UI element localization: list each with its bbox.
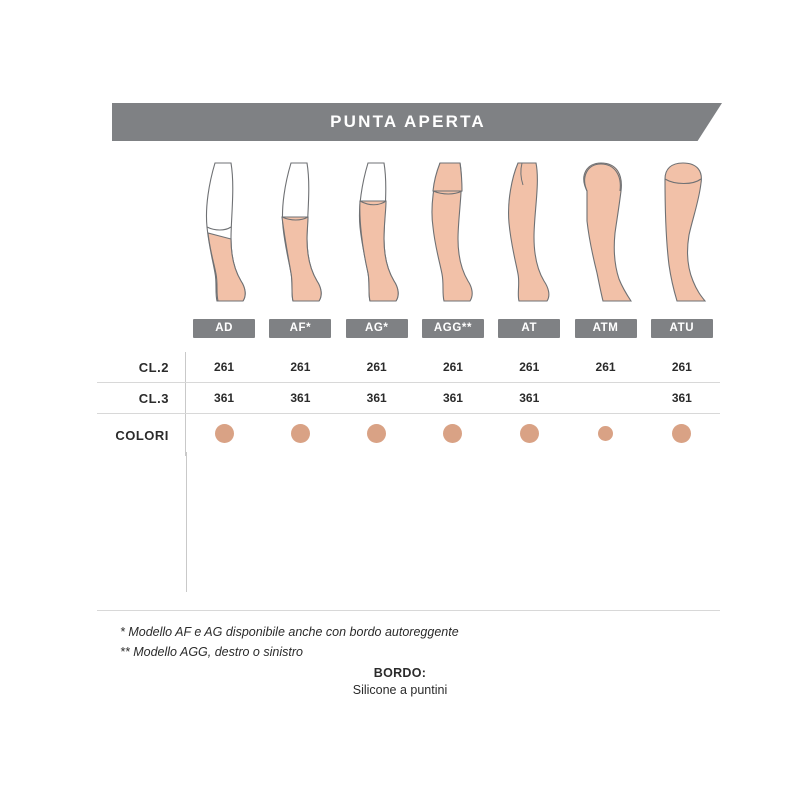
table-row-colori — [97, 414, 720, 456]
column-code-cell — [186, 318, 262, 338]
leg-illustration-at — [491, 156, 567, 311]
bottom-divider — [97, 610, 720, 611]
header-banner — [112, 103, 722, 141]
cell-colori-atu — [644, 424, 720, 446]
cell-cl3-atu: 361 — [671, 391, 692, 405]
color-swatch — [672, 424, 691, 443]
table-axis-line — [186, 452, 187, 592]
cell-cl3-agg: 361 — [442, 391, 463, 405]
cell-colori-af — [262, 424, 338, 446]
row-label-colori: COLORI — [115, 427, 169, 443]
cell-cl2-ad: 261 — [214, 360, 235, 374]
row-cells-colori — [185, 414, 720, 456]
page-title: PUNTA APERTA — [330, 112, 486, 131]
code-chip-agg[interactable]: AGG** — [422, 319, 484, 338]
column-code-cell — [491, 318, 567, 338]
cell-cl2-atm: 261 — [595, 360, 616, 374]
leg-illustration-ag — [339, 156, 415, 311]
footer-subtitle: Silicone a puntini — [352, 683, 448, 697]
cell-cl3-af: 361 — [290, 391, 311, 405]
cell-colori-ad — [186, 424, 262, 446]
color-swatch — [215, 424, 234, 443]
code-chip-ag[interactable]: AG* — [346, 319, 408, 338]
color-swatch — [367, 424, 386, 443]
footer-title: BORDO: — [373, 666, 427, 680]
footer-block — [0, 666, 800, 697]
cell-colori-ag — [339, 424, 415, 446]
cell-cl2-agg: 261 — [442, 360, 463, 374]
cell-cl2-ag: 261 — [366, 360, 387, 374]
column-code-cell — [644, 318, 720, 338]
color-swatch — [520, 424, 539, 443]
cell-cl2-at: 261 — [519, 360, 540, 374]
column-code-cell — [567, 318, 643, 338]
cell-cl3-ag: 361 — [366, 391, 387, 405]
column-codes-row — [186, 318, 720, 338]
column-code-cell — [262, 318, 338, 338]
cell-cl3-at: 361 — [519, 391, 540, 405]
cell-colori-agg — [415, 424, 491, 446]
code-chip-at[interactable]: AT — [498, 319, 560, 338]
leg-illustration-atu — [644, 156, 720, 311]
cell-cl2-af: 261 — [290, 360, 311, 374]
column-code-cell — [339, 318, 415, 338]
footnotes — [120, 622, 459, 662]
code-chip-ad[interactable]: AD — [193, 319, 255, 338]
color-swatch — [443, 424, 462, 443]
leg-illustration-agg — [415, 156, 491, 311]
row-cells-cl2 — [185, 352, 720, 382]
leg-illustration-ad — [186, 156, 262, 311]
row-label-cl3: CL.3 — [138, 390, 169, 406]
cell-cl3-ad: 361 — [214, 391, 235, 405]
leg-illustration-af — [262, 156, 338, 311]
cell-colori-at — [491, 424, 567, 446]
column-code-cell — [415, 318, 491, 338]
color-swatch — [598, 426, 613, 441]
code-chip-atu[interactable]: ATU — [651, 319, 713, 338]
footnote-2: ** Modello AGG, destro o sinistro — [120, 645, 303, 659]
table-row-cl2 — [97, 352, 720, 383]
color-swatch — [291, 424, 310, 443]
cell-cl2-atu: 261 — [671, 360, 692, 374]
code-chip-af[interactable]: AF* — [269, 319, 331, 338]
row-cells-cl3 — [185, 383, 720, 413]
leg-illustrations-row — [186, 156, 720, 311]
cell-colori-atm — [567, 426, 643, 444]
footnote-1: * Modello AF e AG disponibile anche con bordo autoreggente — [120, 625, 459, 639]
table-row-cl3 — [97, 383, 720, 414]
chart-table — [97, 352, 720, 456]
leg-illustration-atm — [567, 156, 643, 311]
row-label-cl2: CL.2 — [138, 359, 169, 375]
code-chip-atm[interactable]: ATM — [575, 319, 637, 338]
